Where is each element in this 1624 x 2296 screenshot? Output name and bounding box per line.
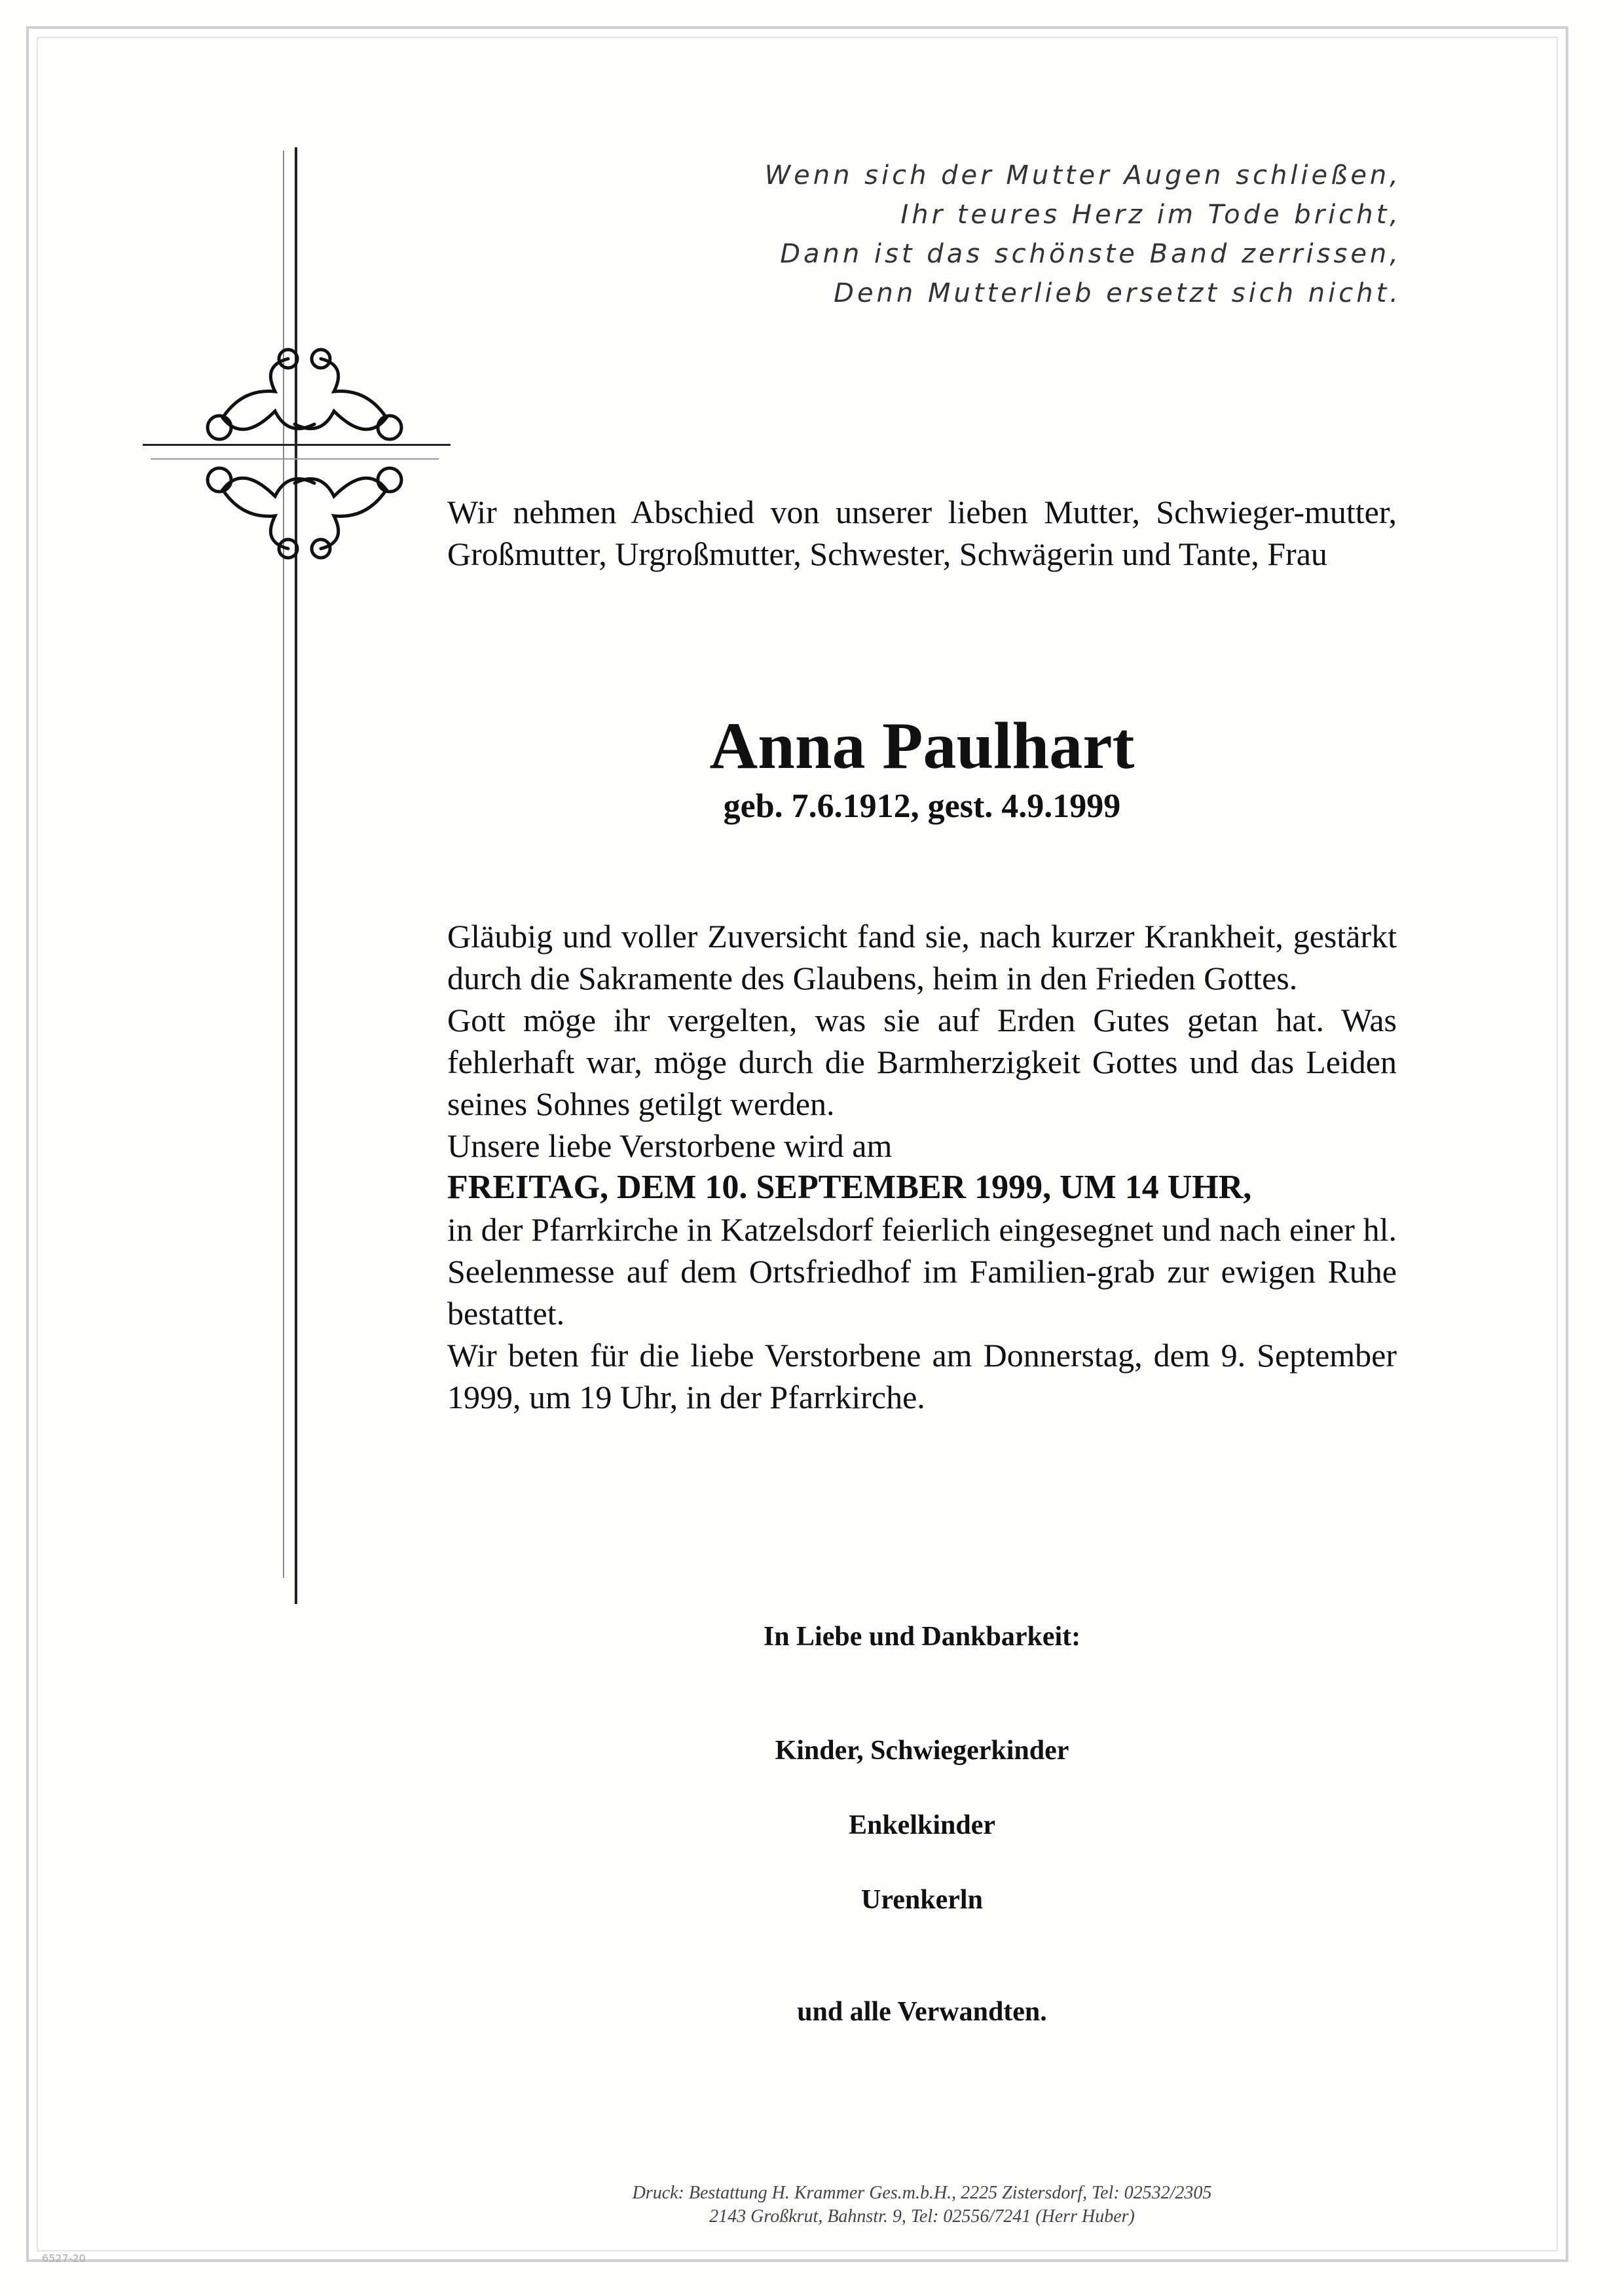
notice-body	[447, 915, 1397, 1418]
poem-line: Ihr teures Herz im Tode bricht,	[900, 200, 1401, 230]
mourner-line: Urenkerln	[861, 1885, 983, 1915]
poem-line: Denn Mutterlieb ersetzt sich nicht.	[834, 278, 1401, 308]
cross-ornament-icon	[196, 346, 413, 562]
body-paragraph: Unsere liebe Verstorbene wird am	[447, 1127, 893, 1164]
deceased-name: Anna Paulhart	[709, 709, 1135, 783]
body-paragraph: in der Pfarrkirche in Katzelsdorf feierlich eingesegnet und nach einer hl. Seelenmesse auf dem Ortsfriedhof im Familien-grab zur ewigen Ruhe bestattet.	[447, 1211, 1397, 1332]
funeral-date: FREITAG, DEM 10. SEPTEMBER 1999, UM 14 UHR,	[447, 1169, 1252, 1206]
printer-line: 2143 Großkrut, Bahnstr. 9, Tel: 02556/7241 (Herr Huber)	[709, 2206, 1135, 2227]
mourner-line: und alle Verwandten.	[797, 1997, 1047, 2027]
mourner-line: Enkelkinder	[848, 1810, 996, 1840]
body-paragraph: Gläubig und voller Zuversicht fand sie, nach kurzer Krankheit, gestärkt durch die Sakramente des Glaubens, heim in den Frieden Gottes.	[447, 918, 1397, 996]
form-code: 6527-20	[42, 2252, 86, 2265]
printer-footer	[447, 2181, 1397, 2229]
mourner-line: Kinder, Schwiegerkinder	[775, 1736, 1069, 1766]
poem-line: Dann ist das schönste Band zerrissen,	[780, 239, 1401, 269]
poem	[550, 156, 1401, 313]
poem-line: Wenn sich der Mutter Augen schließen,	[764, 160, 1401, 191]
closing-heading: In Liebe und Dankbarkeit:	[763, 1622, 1081, 1652]
intro-paragraph: Wir nehmen Abschied von unserer lieben Mutter, Schwieger-mutter, Großmutter, Urgroßmutter, Schwester, Schwägerin und Tante, Frau	[447, 494, 1397, 572]
deceased-dates: geb. 7.6.1912, gest. 4.9.1999	[723, 788, 1121, 825]
printer-line: Druck: Bestattung H. Krammer Ges.m.b.H., 2225 Zistersdorf, Tel: 02532/2305	[632, 2183, 1212, 2203]
body-paragraph: Wir beten für die liebe Verstorbene am Donnerstag, dem 9. September 1999, um 19 Uhr, in der Pfarrkirche.	[447, 1337, 1397, 1415]
intro-text	[447, 491, 1397, 575]
body-paragraph: Gott möge ihr vergelten, was sie auf Erden Gutes getan hat. Was fehlerhaft war, möge durch die Barmherzigkeit Gottes und das Leiden seines Sohnes getilgt werden.	[447, 1002, 1397, 1122]
